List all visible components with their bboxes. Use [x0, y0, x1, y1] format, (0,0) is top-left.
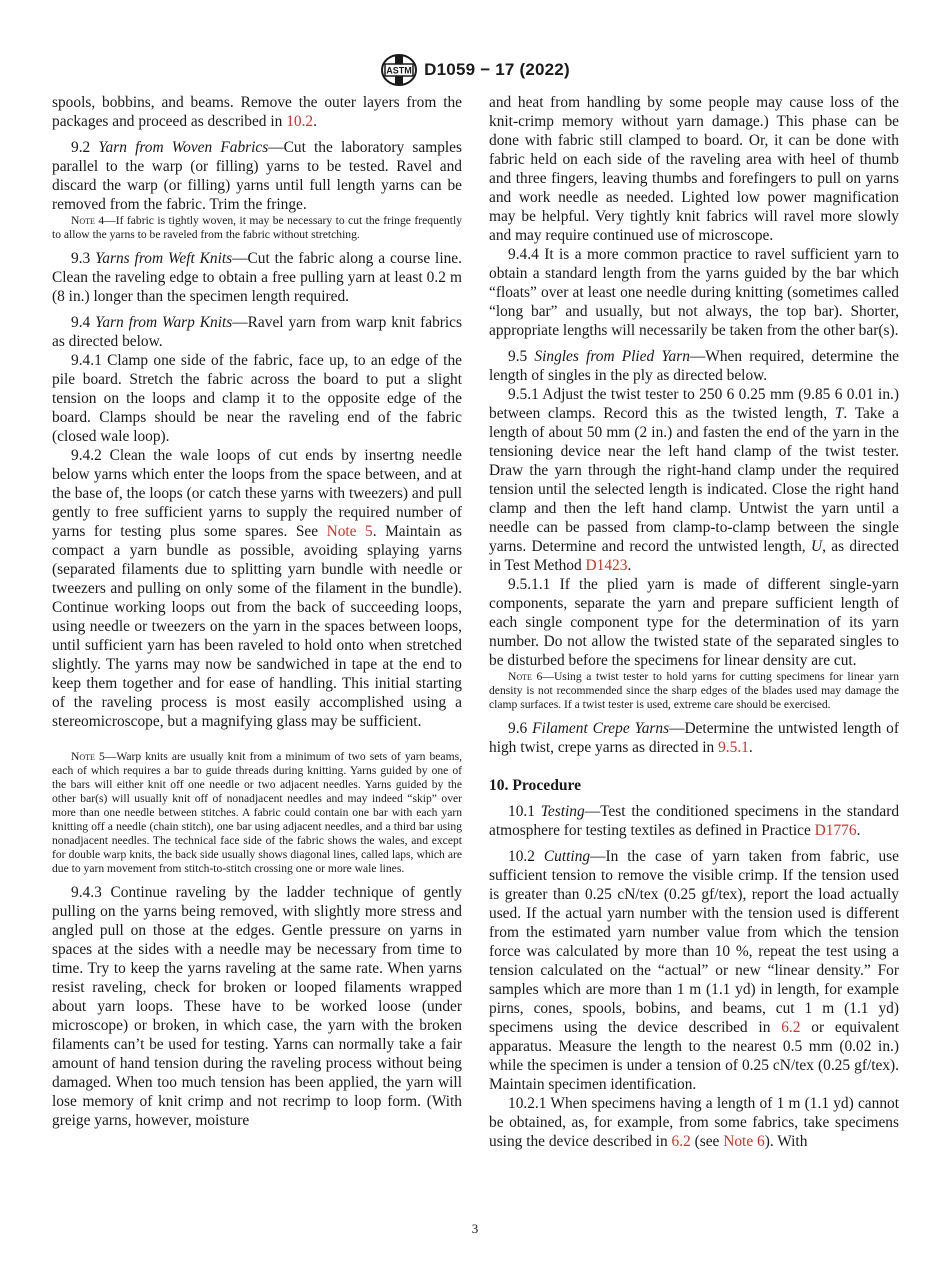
- paragraph-9-2: 9.2 Yarn from Woven Fabrics—Cut the laboratory samples parallel to the warp (or filling) yarns to be tested. Ravel and discard the warp (or filling) yarns until full length yarns can be removed from the fabric. Trim the fringe.: [52, 139, 462, 213]
- note-6: Note 6—Using a twist tester to hold yarns for cutting specimens for linear yarn density is not recommended since the sharp edges of the blades used may damage the clamp surfaces. If a twist tester is used, extreme care should be exercised.: [489, 670, 900, 711]
- link-6-2[interactable]: 6.2: [781, 1019, 801, 1036]
- paragraph-9-4: 9.4 Yarn from Warp Knits—Ravel yarn from warp knit fabrics as directed below.: [52, 314, 463, 350]
- link-note-5[interactable]: Note 5: [326, 523, 373, 540]
- paragraph-9-4-1: 9.4.1 Clamp one side of the fabric, face up, to an edge of the pile board. Stretch the fabric across the board to put a slight tension on the loops and clamp it to the opposite edge of the board. Clamps should be near the raveling end of the fabric (closed wale loop).: [52, 352, 462, 445]
- link-d1776[interactable]: D1776: [814, 822, 857, 839]
- paragraph-10-1: 10.1 Testing—Test the conditioned specimens in the standard atmosphere for testing textiles as defined in Practice D1776.: [489, 803, 900, 839]
- astm-logo-icon: [380, 53, 418, 87]
- paragraph-10-2-1: 10.2.1 When specimens having a length of 1 m (1.1 yd) cannot be obtained, as, for example, from some fabrics, take specimens using the device described in 6.2 (see Note 6). With: [489, 1095, 899, 1150]
- heading-singles-from-plied-yarn: Singles from Plied Yarn: [534, 348, 690, 365]
- document-id: D1059 − 17 (2022): [424, 60, 570, 79]
- heading-testing: Testing: [540, 803, 585, 820]
- paragraph-9-4-4: 9.4.4 It is a more common practice to ravel sufficient yarn to obtain a standard length from the yarns guided by the bar which “floats” over at least one needle during knitting (sometimes called “long bar” and usually, but not always, the top bar). Shorter, appropriate lengths will necessarily be taken from the other bar(s).: [489, 246, 899, 339]
- page-number: 3: [471, 1221, 479, 1236]
- paragraph-9-6: 9.6 Filament Crepe Yarns—Determine the untwisted length of high twist, crepe yarns as directed in 9.5.1.: [489, 720, 899, 756]
- astm-logo-text: ASTM: [386, 65, 412, 76]
- note-5: Note 5—Warp knits are usually knit from a minimum of two sets of yarn beams, each of which requires a bar to guide threads during knitting. Yarns guided by one of the bars will either knit off one needle or two adjacent needles. Yarns guided by the other bar(s) will usually knit off of nonadjacent needles and may indeed “skip” over more than one needle between stitches. A fabric could contain one bar with each yarn knitting off a needle (chain stitch), one bar using adjacent needles, and a third bar using nonadjacent needles. The technical face side of the fabric shows the wales, and except for double warp knits, the back side usually shows diagonal lines, called laps, which are due to yarn movement from stitch-to-stitch crossing one or more wale lines.: [52, 750, 463, 875]
- section-heading-procedure: 10. Procedure: [489, 777, 582, 794]
- link-9-5-1[interactable]: 9.5.1: [718, 739, 749, 756]
- paragraph-9-4-3: 9.4.3 Continue raveling by the ladder technique of gently pulling on the yarns being removed, with slightly more stress and angled pull on those at the edges. Gentle pressure on yarns in spaces at the sides with a needle may be necessary from time to time. Try to keep the yarns raveling at the same rate. When yarns resist raveling, check for broken or looped filaments wrapped about yarn loops. These have to be worked loose (under microscope) or broken, in which case, the yarn with the broken filaments can’t be used for testing. Yarns can normally take a fair amount of hand tension during the raveling process without being damaged. When too much tension has been applied, the yarn will lose memory of knit crimp and not recrimp to loop form. (With greige yarns, however, moisture: [52, 884, 462, 1129]
- left-column: [52, 93, 462, 1130]
- paragraph-9-4-2: 9.4.2 Clean the wale loops of cut ends by insertng needle below yarns which enter the loops from the space between, and at the base of, the loops (or catch these yarns with tweezers) and pull gently to free sufficient yarns to supply the required number of yarns for testing plus some spares. See Note 5. Maintain as compact a yarn bundle as possible, avoiding splaying yarns (separated filaments due to splitting yarn bundle with needle or tweezers and pulling on only some of the filament in the bundle). Continue working loops out from the back of succeeding loops, using needle or tweezers on the yarn in the spaces between loops, until sufficient yarn has been raveled to hold onto when stretched slightly. The yarns may now be sandwiched in tape at the end to keep them together and for ease of handling. This initial starting of the raveling process is most easily accomplished using a stereomicroscope, but a magnifying glass may be sufficient.: [52, 447, 462, 730]
- paragraph-9-5-1-1: 9.5.1.1 If the plied yarn is made of different single-yarn components, separate the yarn and prepare sufficient length of each single component type for the determination of its yarn number. Do not allow the twisted state of the separated singles to be disturbed before the specimens for linear density are cut.: [489, 576, 899, 669]
- heading-filament-crepe-yarns: Filament Crepe Yarns: [532, 720, 670, 737]
- paragraph-9-5-1: 9.5.1 Adjust the twist tester to 250 6 0.25 mm (9.85 6 0.01 in.) between clamps. Record this as the twisted length, T. Take a length of about 50 mm (2 in.) and fasten the end of the yarn in the tensioning device near the left hand clamp of the twist tester. Draw the yarn through the right-hand clamp under the required tension until the selected length is indicated. Close the right hand clamp and then the left hand clamp. Untwist the yarn until a needle can be passed from clamp-to-clamp between the single yarns. Determine and record the untwisted length, U, as directed in Test Method D1423.: [489, 386, 900, 574]
- page-header: [0, 52, 950, 88]
- paragraph-9-3: 9.3 Yarns from Weft Knits—Cut the fabric along a course line. Clean the raveling edge to obtain a free pulling yarn at least 0.2 m (8 in.) longer than the specimen length required.: [52, 250, 462, 305]
- note-4: Note 4—If fabric is tightly woven, it may be necessary to cut the fringe frequently to allow the yarns to be raveled from the fabric without stretching.: [52, 214, 462, 241]
- link-d1423[interactable]: D1423: [585, 557, 628, 574]
- right-column: [489, 93, 899, 1151]
- link-10-2[interactable]: 10.2: [286, 113, 314, 130]
- paragraph-10-2: 10.2 Cutting—In the case of yarn taken from fabric, use sufficient tension to remove the visible crimp. If the tension used is greater than 0.25 cN/tex (0.25 gf/tex), report the load actually used. If the actual yarn number with the tension used is different from the estimated yarn number value from which the tension force was calculated by more than 10 %, repeat the test using a tension calculated on the “actual” or new “linear density.” For samples which are more than 1 m (1.1 yd) in length, for example pirns, cones, spools, bobins, and beams, cut 1 m (1.1 yd) specimens using the device described in 6.2 or equivalent apparatus. Measure the length to the nearest 0.5 mm (0.02 in.) while the specimen is under a tension of 0.25 cN/tex (0.25 gf/tex). Maintain specimen identification.: [489, 848, 900, 1093]
- link-6-2-second[interactable]: 6.2: [671, 1133, 691, 1150]
- paragraph-9-4-3-continued: and heat from handling by some people may cause loss of the knit-crimp memory without yarn damage.) This phase can be done with fabric still clamped to board. Or, it can be done with fabric held on each side of the raveling area with heel of thumb and three fingers, leaving thumbs and forefingers to pull on yarns and work needle as needed. Lighted low power magnification may be helpful. Very tightly knit fabrics will ravel more slowly and may require continued use of microscope.: [489, 94, 899, 244]
- link-note-6[interactable]: Note 6: [723, 1133, 765, 1150]
- heading-cutting: Cutting: [543, 848, 591, 865]
- paragraph-9-5: 9.5 Singles from Plied Yarn—When required, determine the length of singles in the ply as directed below.: [489, 348, 900, 384]
- heading-yarn-from-warp-knits: Yarn from Warp Knits: [95, 314, 233, 331]
- heading-yarn-from-woven-fabrics: Yarn from Woven Fabrics: [98, 139, 269, 156]
- heading-yarns-from-weft-knits: Yarns from Weft Knits: [95, 250, 233, 267]
- paragraph-9-1-continued: spools, bobbins, and beams. Remove the outer layers from the packages and proceed as described in 10.2.: [52, 94, 462, 130]
